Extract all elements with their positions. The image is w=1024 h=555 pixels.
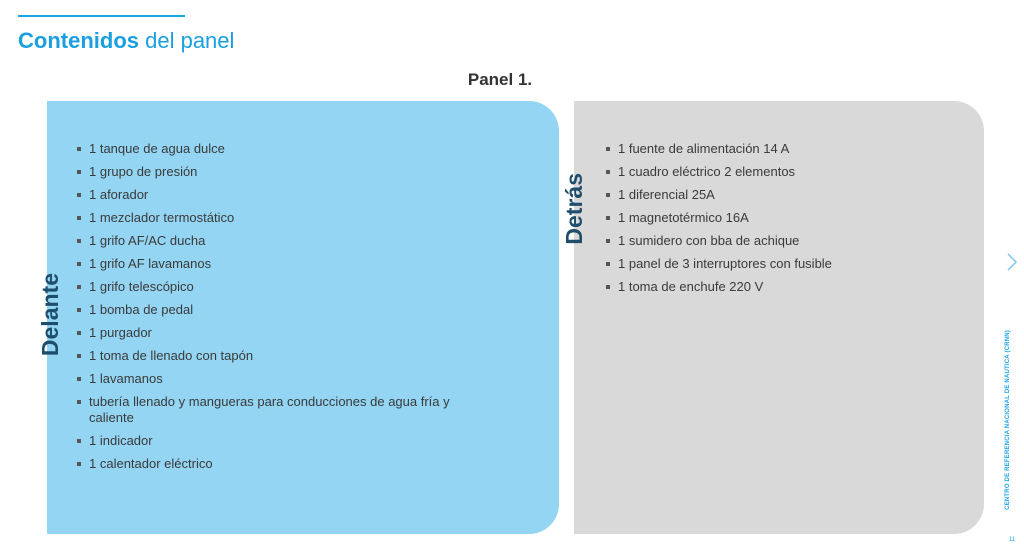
page-number: 11: [1009, 537, 1016, 543]
front-card: [37, 101, 559, 534]
list-item: 1 grifo telescópico: [77, 279, 497, 295]
list-item: 1 bomba de pedal: [77, 302, 497, 318]
list-item: 1 calentador eléctrico: [77, 456, 497, 472]
list-item: 1 toma de llenado con tapón: [77, 348, 497, 364]
list-item: 1 cuadro eléctrico 2 elementos: [606, 164, 946, 180]
list-item: 1 tanque de agua dulce: [77, 141, 497, 157]
list-item: 1 sumidero con bba de achique: [606, 233, 946, 249]
list-item: 1 grifo AF lavamanos: [77, 256, 497, 272]
page-title: [18, 28, 234, 54]
front-label: Delante: [37, 273, 63, 357]
organization-footer: CENTRO DE REFERENCIA NACIONAL DE NÁUTICA (CRNN): [1005, 330, 1011, 510]
list-item: 1 lavamanos: [77, 371, 497, 387]
list-item: 1 purgador: [77, 325, 497, 341]
list-item: 1 mezclador termostático: [77, 210, 497, 226]
title-rule: [18, 15, 185, 17]
list-item: 1 diferencial 25A: [606, 187, 946, 203]
list-item: 1 toma de enchufe 220 V: [606, 279, 946, 295]
list-item: 1 fuente de alimentación 14 A: [606, 141, 946, 157]
list-item: 1 aforador: [77, 187, 497, 203]
list-item: 1 magnetotérmico 16A: [606, 210, 946, 226]
chevron-right-icon[interactable]: [1005, 252, 1019, 272]
back-label: Detrás: [561, 173, 587, 245]
list-item: 1 grupo de presión: [77, 164, 497, 180]
back-card: [561, 101, 984, 534]
list-item: tubería llenado y mangueras para conducciones de agua fría y caliente: [77, 394, 497, 426]
page-title-rest: del panel: [139, 28, 235, 53]
back-item-list: [606, 141, 946, 302]
panel-heading: Panel 1.: [467, 70, 533, 89]
list-item: 1 indicador: [77, 433, 497, 449]
list-item: 1 panel de 3 interruptores con fusible: [606, 256, 946, 272]
page-title-bold: Contenidos: [18, 28, 139, 53]
list-item: 1 grifo AF/AC ducha: [77, 233, 497, 249]
front-item-list: [77, 141, 497, 479]
